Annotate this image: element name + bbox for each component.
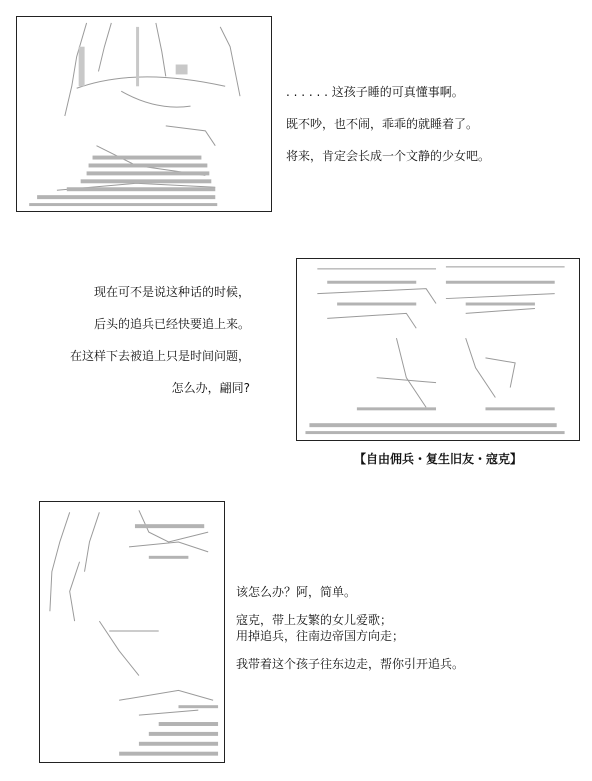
dialogue-line: . . . . . . 这孩子睡的可真懂事啊。 bbox=[286, 85, 464, 99]
dialogue-line: 寇克，带上友繁的女儿爱歌； bbox=[236, 613, 393, 627]
dialogue-line: 将来，肯定会长成一个文静的少女吧。 bbox=[286, 149, 491, 163]
dialogue-line: 现在可不是说这种话的时候， bbox=[93, 285, 250, 299]
dialogue-block-2 bbox=[70, 284, 250, 412]
ascii-art-panel-1 bbox=[16, 16, 272, 212]
ascii-art-illustration-3 bbox=[40, 502, 224, 762]
ascii-art-panel-2 bbox=[296, 258, 580, 441]
dialogue-block-3 bbox=[236, 584, 464, 672]
dialogue-line: 在这样下去被追上只是时间问题， bbox=[70, 349, 251, 363]
character-caption: 【自由佣兵・复生旧友・寇克】 bbox=[353, 452, 522, 466]
dialogue-line: 怎么办，翩同? bbox=[171, 381, 250, 395]
dialogue-line: 既不吵，也不闹，乖乖的就睡着了。 bbox=[286, 117, 479, 131]
dialogue-line: 该怎么办？阿，简单。 bbox=[236, 585, 357, 599]
dialogue-block-1 bbox=[286, 84, 490, 180]
ascii-art-illustration-1 bbox=[17, 17, 271, 211]
ascii-art-illustration-2 bbox=[297, 259, 579, 440]
dialogue-line: 我带着这个孩子往东边走，帮你引开追兵。 bbox=[236, 657, 465, 671]
dialogue-line: 用掉追兵，往南边帝国方向走； bbox=[236, 629, 405, 643]
ascii-art-panel-3 bbox=[39, 501, 225, 763]
dialogue-line: 后头的追兵已经快要追上来。 bbox=[93, 317, 250, 331]
